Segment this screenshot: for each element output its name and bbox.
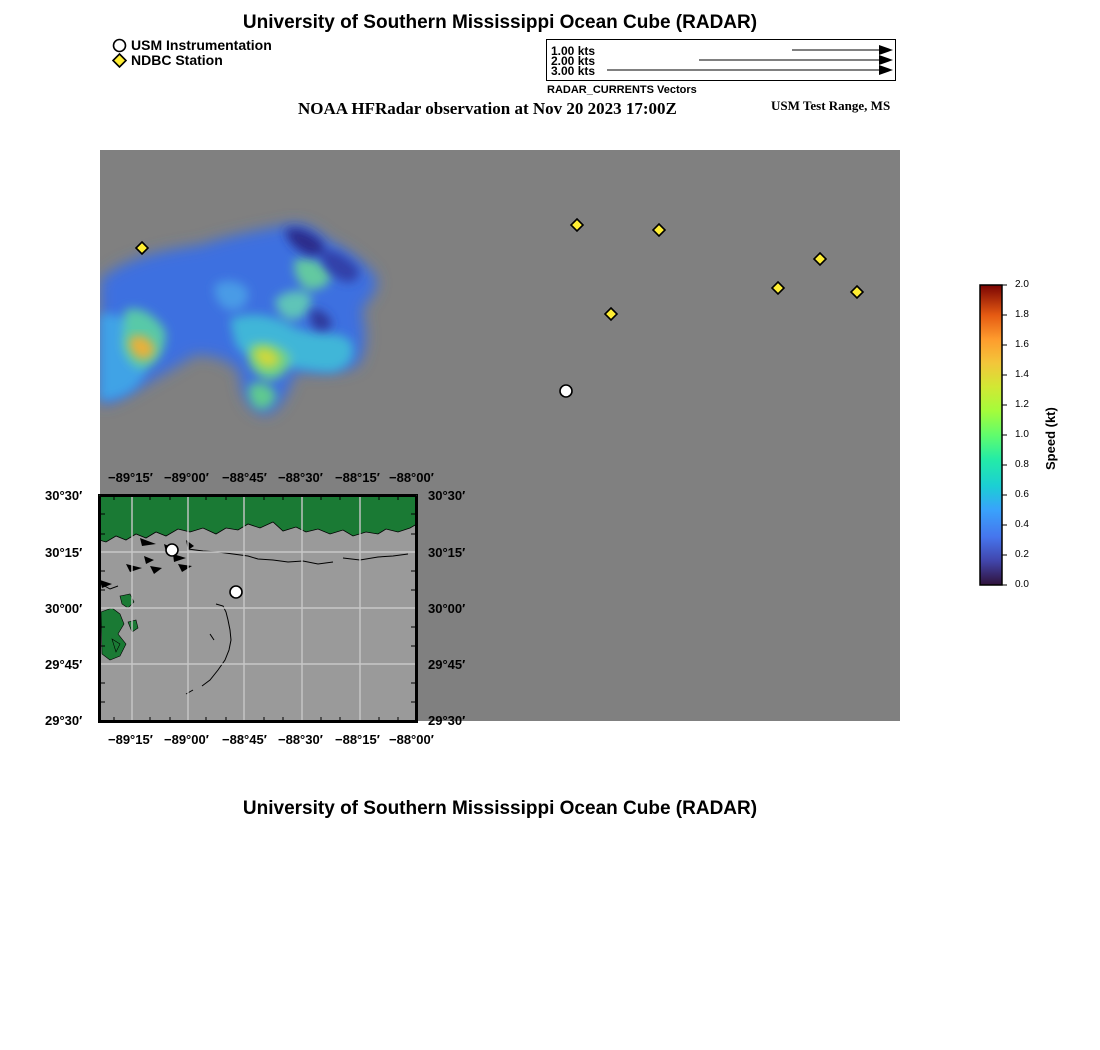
vector-legend-entry: 1.00 kts <box>551 44 596 58</box>
colorbar-tick: 1.4 <box>1015 369 1029 380</box>
inset-lat-tick-right: 30°30′ <box>428 488 466 503</box>
colorbar-tick: 1.6 <box>1015 339 1029 350</box>
vector-legend-entry: 2.00 kts <box>551 54 596 68</box>
legend-usm-label: USM Instrumentation <box>131 37 272 53</box>
vector-arrow-2kt <box>699 55 893 65</box>
vector-legend-caption: RADAR_CURRENTS Vectors <box>547 84 697 96</box>
colorbar-tick: 1.8 <box>1015 309 1029 320</box>
inset-lon-tick-top: −89°00′ <box>164 470 209 485</box>
colorbar-tick: 1.0 <box>1015 429 1029 440</box>
map-title-repeat: University of Southern Mississippi Ocean Cube (RADAR) <box>242 798 758 819</box>
map-title: University of Southern Mississippi Ocean Cube (RADAR) <box>242 12 758 33</box>
inset-lon-tick-bottom: −89°00′ <box>164 732 209 747</box>
inset-usm-marker[interactable] <box>166 544 178 556</box>
inset-map <box>98 494 418 723</box>
colorbar-tick: 2.0 <box>1015 279 1029 290</box>
inset-lat-tick-right: 29°45′ <box>428 657 466 672</box>
inset-lon-tick-bottom: −88°15′ <box>335 732 380 747</box>
observation-subtitle: NOAA HFRadar observation at Nov 20 2023 17:00Z <box>298 99 677 118</box>
colorbar-tick: 0.8 <box>1015 459 1029 470</box>
legend-ndbc-label: NDBC Station <box>131 52 223 68</box>
colorbar-tick: 1.2 <box>1015 399 1029 410</box>
legend-ndbc <box>112 52 223 68</box>
inset-lon-tick-top: −88°15′ <box>335 470 380 485</box>
colorbar-tick: 0.2 <box>1015 549 1029 560</box>
inset-lon-tick-top: −89°15′ <box>108 470 153 485</box>
inset-lat-tick-right: 30°15′ <box>428 545 466 560</box>
inset-lat-tick-left: 29°45′ <box>45 657 83 672</box>
vector-arrow-3kt <box>607 65 893 75</box>
inset-lat-tick-left: 29°30′ <box>45 713 83 728</box>
vector-arrows <box>547 40 895 80</box>
vector-arrow-1kt <box>792 45 893 55</box>
inset-lon-tick-top: −88°45′ <box>222 470 267 485</box>
inset-lat-tick-right: 29°30′ <box>428 713 466 728</box>
inset-lon-tick-bottom: −88°45′ <box>222 732 267 747</box>
usm-instrument-marker[interactable] <box>560 385 572 397</box>
range-label: USM Test Range, MS <box>771 98 891 113</box>
colorbar-gradient <box>979 284 1011 588</box>
inset-lon-tick-bottom: −89°15′ <box>108 732 153 747</box>
vector-legend-entry: 3.00 kts <box>551 64 596 78</box>
colorbar-tick: 0.6 <box>1015 489 1029 500</box>
inset-lon-tick-top: −88°00′ <box>389 470 434 485</box>
inset-lat-tick-left: 30°15′ <box>45 545 83 560</box>
yellow-diamond-icon <box>112 53 127 68</box>
inset-lon-tick-top: −88°30′ <box>278 470 323 485</box>
inset-lat-tick-left: 30°00′ <box>45 601 83 616</box>
inset-lat-tick-left: 30°30′ <box>45 488 83 503</box>
colorbar-title: Speed (kt) <box>1043 407 1058 470</box>
vector-legend <box>546 39 896 81</box>
legend-usm <box>112 37 272 53</box>
colorbar-tick: 0.4 <box>1015 519 1029 530</box>
inset-lon-tick-bottom: −88°30′ <box>278 732 323 747</box>
inset-lat-tick-right: 30°00′ <box>428 601 466 616</box>
inset-lon-tick-bottom: −88°00′ <box>389 732 434 747</box>
white-circle-icon <box>112 38 127 53</box>
inset-usm-marker[interactable] <box>230 586 242 598</box>
colorbar-tick: 0.0 <box>1015 579 1029 590</box>
